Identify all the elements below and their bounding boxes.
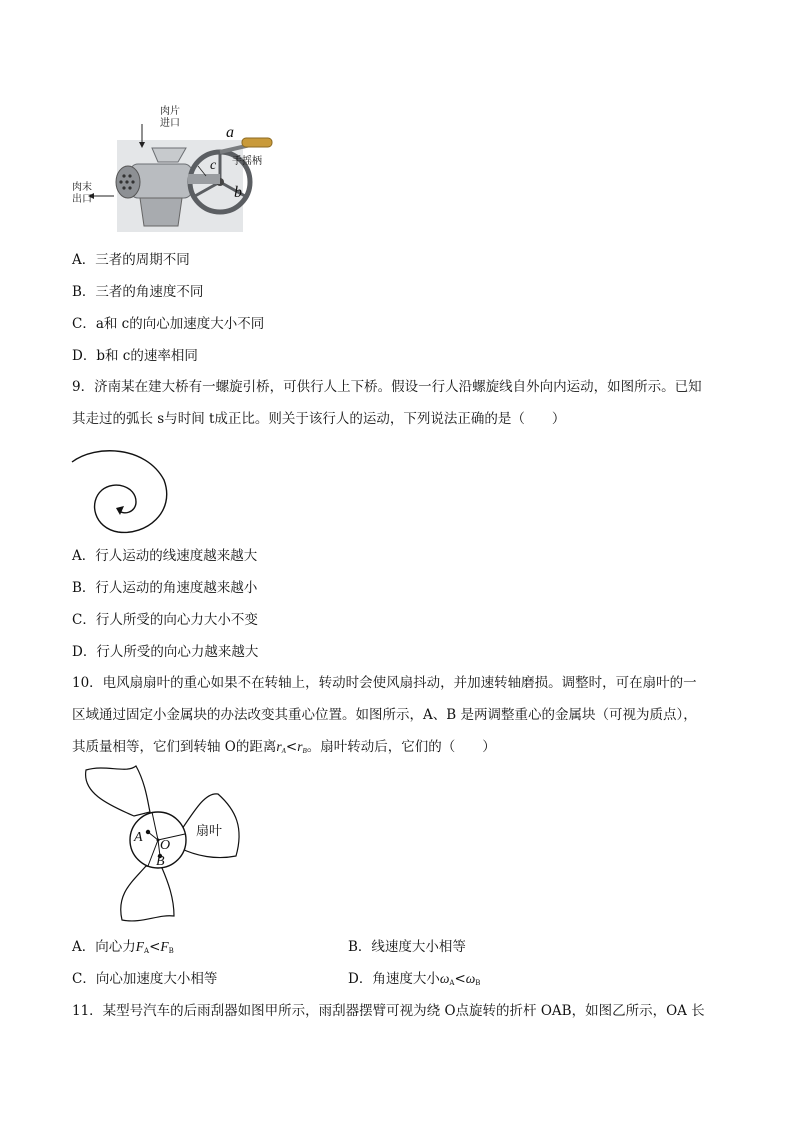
label-c: c [210,158,217,173]
q9-option-b: B．行人运动的角速度越来越小 [72,580,258,596]
q8-option-d: D．b和 c的速率相同 [72,348,198,364]
label-fan-blade: 扇叶 [196,824,223,839]
q10-option-c: C．向心加速度大小相等 [72,971,218,987]
fan-figure [76,764,256,926]
spiral-arrow-icon [116,506,124,515]
q11-stem-line1: 11．某型号汽车的后雨刮器如图甲所示，雨刮器摆臂可视为绕 O点旋转的折杆 OAB，如图乙所示，OA 长 [72,1003,705,1019]
handle-grip [242,138,272,147]
q10-stem-line1: 10．电风扇扇叶的重心如果不在转轴上，转动时会使风扇抖动，并加速转轴磨损。调整时，可在扇叶的一 [72,675,697,691]
q8-option-a: A．三者的周期不同 [72,252,190,268]
q8-option-b: B．三者的角速度不同 [72,284,204,300]
point-a-marker [146,830,150,834]
label-b: b [234,184,242,201]
q10-option-d: D．角速度大小$\omega_A<\omega_B$ [348,971,481,987]
q9-option-c: C．行人所受的向心力大小不变 [72,612,258,628]
label-point-o: O [160,838,171,853]
q10-stem-line3: 其质量相等，它们到转轴 O的距离$r_A<r_B$。扇叶转动后，它们的（ ） [72,739,496,755]
spiral-path [72,451,167,533]
q9-stem-line2: 其走过的弧长 s与时间 t成正比。则关于该行人的运动，下列说法正确的是（ ） [72,411,566,427]
fan-blade-top [86,766,150,816]
q9-stem-line1: 9．济南某在建大桥有一螺旋引桥，可供行人上下桥。假设一行人沿螺旋线自外向内运动，如图所示。已知 [72,379,702,395]
grinder-clamp [140,198,182,226]
label-point-a: A [134,830,143,845]
label-handle: 手摇柄 [232,156,262,167]
label-inlet: 肉片 进口 [160,106,180,129]
q10-option-b: B．线速度大小相等 [348,939,466,955]
label-outlet: 肉末 出口 [72,182,92,205]
fan-blade-bottom [121,866,174,921]
q9-option-a: A．行人运动的线速度越来越大 [72,548,258,564]
spiral-figure [66,440,176,540]
q9-option-d: D．行人所受的向心力越来越大 [72,644,259,660]
label-a: a [226,124,234,141]
label-point-b: B [156,854,165,869]
q10-option-a: A．向心力$F_A<F_B$ [72,939,174,955]
q10-stem-line2: 区域通过固定小金属块的办法改变其重心位置。如图所示，A、B 是两调整重心的金属块（可视为质点）， [72,707,697,723]
meat-grinder-figure [70,104,280,234]
q8-option-c: C．a和 c的向心加速度大小不同 [72,316,265,332]
spiral-path-diagram [66,440,176,540]
grinder-shaft [188,174,220,184]
